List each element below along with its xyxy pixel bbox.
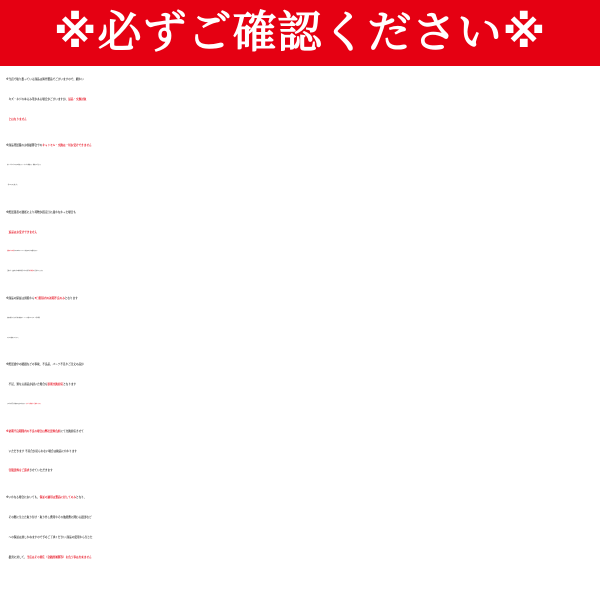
notice-line <box>6 528 598 548</box>
notice-gap <box>6 196 598 203</box>
notice-list <box>6 70 598 567</box>
notice-line <box>6 242 598 262</box>
notice-gap <box>6 129 598 136</box>
notice-text: 不足、異なる商品が届いた場合も <box>6 383 48 387</box>
notice-text: ・思ってたのと違う等) <box>6 184 18 186</box>
notice-text: となります <box>63 383 77 387</box>
emphasis-text: 往復送料 <box>29 271 34 273</box>
notice-text: させていただきます <box>29 469 53 473</box>
notice-text: をご請求いたします) <box>33 271 43 273</box>
notice-gap <box>6 481 598 488</box>
emphasis-text: 返品はお受けできません <box>6 230 38 234</box>
notice-line <box>6 355 598 375</box>
notice-text: ですのであすつくエリア以外は翌日には届きません 。 <box>14 251 39 253</box>
notice-line <box>6 110 598 130</box>
notice-line <box>6 329 598 349</box>
notice-line <box>6 176 598 196</box>
notice-line <box>6 375 598 395</box>
notice-text: ※当店で取り扱っている商品は海外製品でございますので、細かい <box>6 78 84 81</box>
notice-item <box>6 289 598 348</box>
notice-line <box>6 395 598 415</box>
notice-line <box>6 422 598 442</box>
emphasis-text: とはなりません <box>6 117 27 121</box>
notice-text: ( <box>6 251 8 253</box>
notice-text: ※商品の保証は到着から <box>6 296 35 300</box>
notice-text: するかを確認して下さい) <box>6 337 19 339</box>
notice-line <box>6 136 598 156</box>
notice-line <box>6 548 598 568</box>
notice-text: となり、 <box>75 496 87 500</box>
notice-text: (例、いらなくなったので返品したい・サイズを間違えた・間違えて注文した <box>6 165 41 167</box>
notice-line <box>6 90 598 110</box>
notice-line <box>6 309 598 329</box>
emphasis-text: 原則交換対応 <box>47 383 64 387</box>
notice-text: ※配送業者の遅延により荷物が指定日に届かなかった場合も <box>6 210 76 214</box>
emphasis-text: 7日間以内の初期不良のみ <box>34 296 65 300</box>
notice-item <box>6 355 598 414</box>
notice-item <box>6 488 598 567</box>
emphasis-text: 必ず7日間以内にご連絡ください) <box>26 403 42 405</box>
notice-line <box>6 156 598 176</box>
notice-item <box>6 422 598 481</box>
notice-line <box>6 289 598 309</box>
notice-line <box>6 488 598 508</box>
emphasis-text: 当店はその責任（金銭的補償等）を負う事は出来ません <box>26 555 92 559</box>
notice-text: 損害に対して、 <box>6 555 27 559</box>
emphasis-text: キャンセル・交換は一切お受けできません <box>42 144 92 148</box>
notice-text: への保証は致しかねますので予めご了承ください 商品の使用から生じた <box>6 535 93 539</box>
notice-line <box>6 70 598 90</box>
notice-line <box>6 223 598 243</box>
notice-text: となります <box>64 296 78 300</box>
notice-line <box>6 442 598 462</box>
notice-text: 長期不在・受取拒否等で荷物が返送になった場合は <box>6 271 30 273</box>
notice-item <box>6 136 598 195</box>
notice-text: ※いかなる場合においても、 <box>6 496 40 500</box>
notice-line <box>6 262 598 282</box>
notice-text: (商品が届いたら必ず中身を確認の上・パーツが揃っているか・正常に動作 <box>6 317 40 319</box>
notice-text: その際に生じた取り付け・取り外し費用やその他経費に関わる損害など <box>6 515 92 519</box>
emphasis-text: 返品・交換対象 <box>68 97 87 101</box>
notice-text: にて交換対応させて <box>60 429 84 433</box>
notice-gap <box>6 282 598 289</box>
notice-item <box>6 203 598 282</box>
notice-gap <box>6 415 598 422</box>
notice-item <box>6 70 598 129</box>
notice-text: ※商品発送後のお客様都合での <box>6 144 43 148</box>
notice-line <box>6 508 598 528</box>
notice-line <box>6 461 598 481</box>
page-title: ※必ずご確認ください※ <box>0 0 600 66</box>
emphasis-text: 保証の適用は製品に対してのみ <box>39 496 76 500</box>
notice-gap <box>6 348 598 355</box>
notice-text: いただきます 不具合が見られない場合は検品にかかります <box>6 449 77 453</box>
notice-text: ※配送途中の破損などの事故、不良品、パーツ不足やご注文の品が <box>6 363 84 367</box>
notice-text: キズ・ネジのゆるみ等がある場合がございますが、 <box>6 97 69 101</box>
emphasis-text: ※初期不良期間内の不良の場合は弊社送料負担 <box>6 429 61 433</box>
emphasis-text: 往復送料をご請求 <box>6 469 30 473</box>
emphasis-text: 福岡からの発送 <box>7 251 15 253</box>
notice-line <box>6 203 598 223</box>
notice-text: (いかなる場合も返品はお受けできません。 <box>6 403 27 405</box>
